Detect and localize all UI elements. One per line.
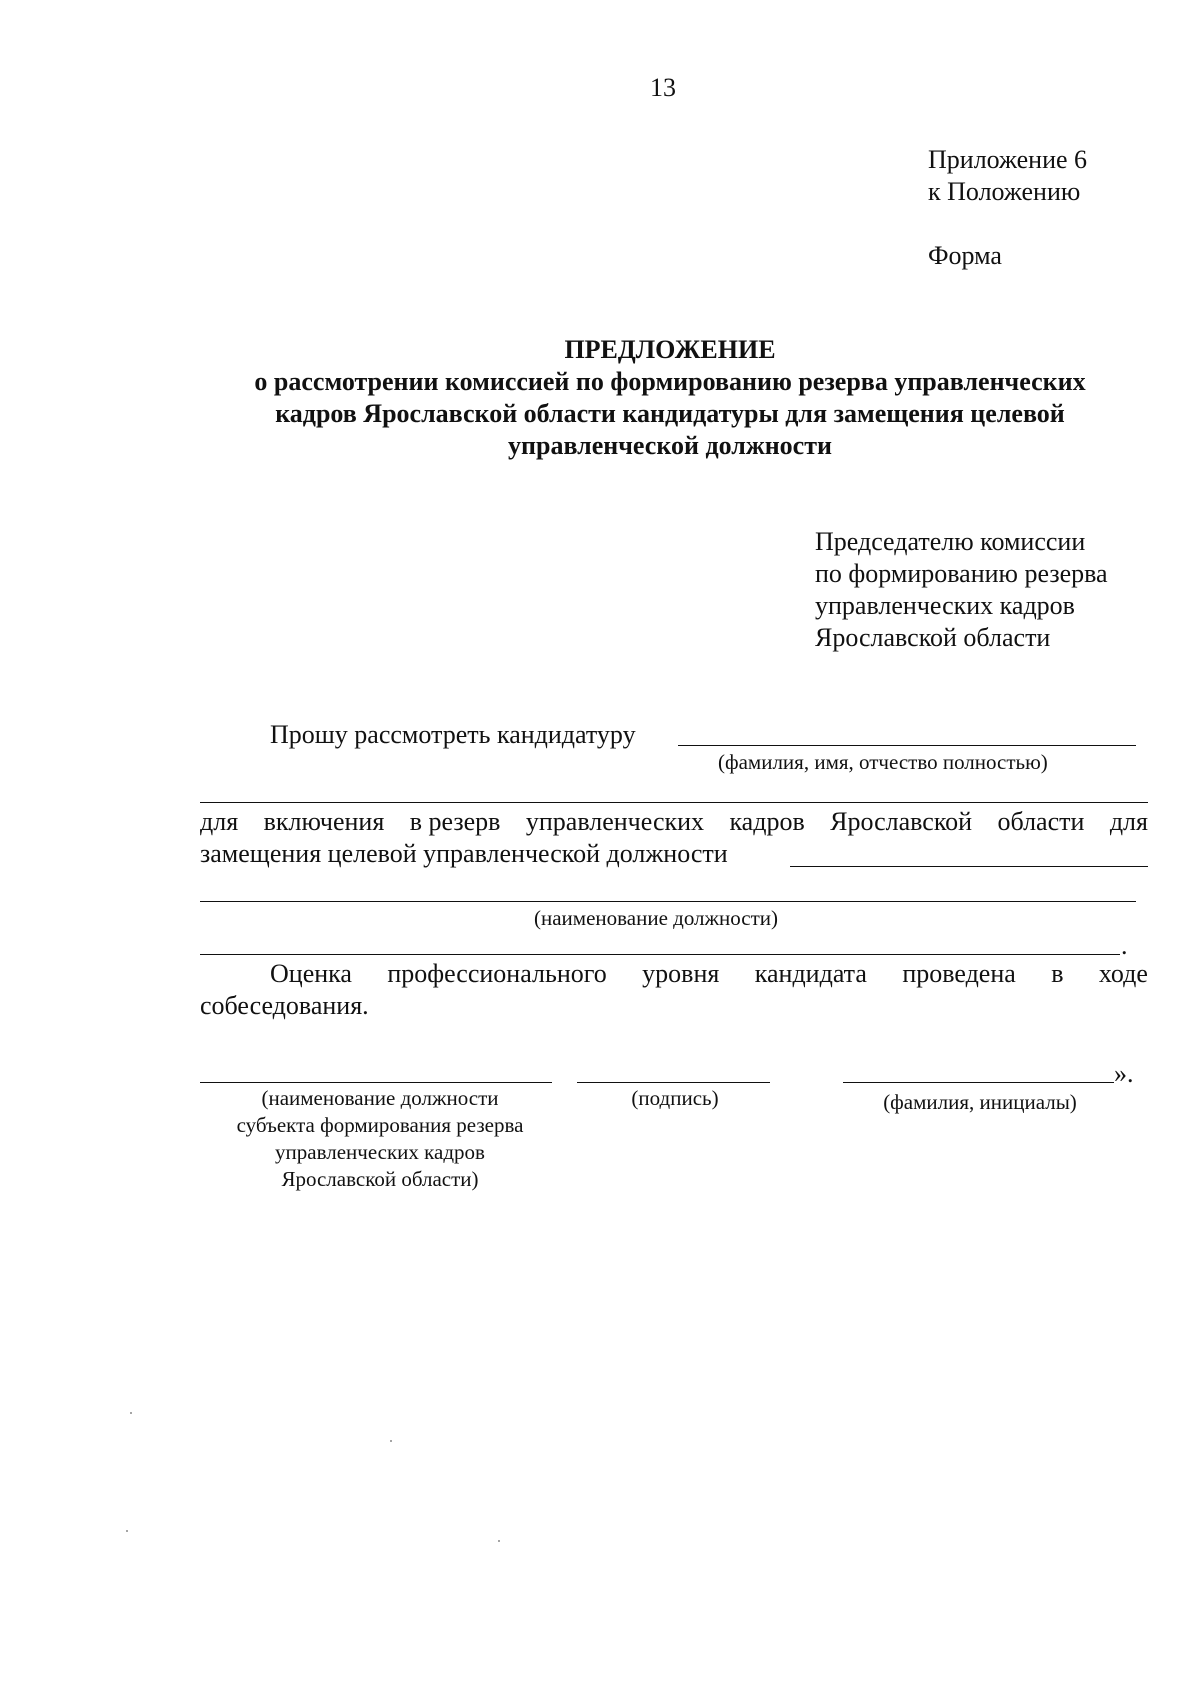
assessment-word: уровня [642,959,720,988]
inclusion-word: Ярославской [830,807,973,836]
candidate-name-field-line [678,745,1136,746]
position-continuation-line [200,901,1136,902]
signature-caption: (подпись) [631,1086,719,1110]
assessment-word: ходе [1098,959,1148,988]
signatory-name-caption: (фамилия, инициалы) [883,1090,1077,1114]
position-caption: (наименование должности) [534,906,779,930]
scan-speck [498,1540,500,1542]
addressee-line-4: Ярославской области [815,623,1051,652]
document-subtitle-line-3: управленческой должности [508,431,832,460]
page-number: 13 [650,73,676,102]
inclusion-line-2: замещения целевой управленческой должности [200,839,728,868]
scan-speck [126,1530,128,1532]
inclusion-word: в резерв [409,807,501,836]
scan-speck [130,1412,132,1414]
document-subtitle-line-2: кадров Ярославской области кандидатуры для замещения целевой [275,399,1065,428]
document-title: ПРЕДЛОЖЕНИЕ [564,335,776,364]
inclusion-word: кадров [729,807,805,836]
signatory-position-caption-line-3: управленческих кадров [275,1140,485,1164]
assessment-word: проведена [902,959,1016,988]
assessment-word: в [1051,959,1064,988]
signatory-name-line [843,1082,1114,1083]
addressee-line-3: управленческих кадров [815,591,1075,620]
signatory-position-line [200,1082,552,1083]
assessment-line-1 [270,958,1148,990]
candidate-name-continuation-line [200,802,1148,803]
fio-caption: (фамилия, имя, отчество полностью) [718,750,1048,774]
assessment-word: профессионального [387,959,607,988]
assessment-word: кандидата [754,959,867,988]
assessment-word: Оценка [270,959,352,988]
inclusion-word: управленческих [525,807,705,836]
inclusion-word: для [1109,807,1148,836]
signature-line [577,1082,770,1083]
signatory-position-caption-line-2: субъекта формирования резерва [236,1113,524,1137]
scan-speck [390,1440,392,1442]
signatory-position-caption-line-4: Ярославской области) [281,1167,479,1191]
final-line-dot: . [1121,931,1128,960]
signatory-position-caption-line-1: (наименование должности [261,1086,499,1110]
appendix-label: Приложение 6 [928,145,1088,174]
inclusion-line-1 [200,806,1148,838]
appendix-reference: к Положению [928,177,1081,206]
addressee-line-2: по формированию резерва [815,559,1108,588]
closing-quote-mark: ». [1114,1059,1134,1088]
inclusion-word: для [200,807,239,836]
position-field-line [790,866,1148,867]
addressee-line-1: Председателю комиссии [815,527,1086,556]
request-text: Прошу рассмотреть кандидатуру [270,720,636,749]
document-subtitle-line-1: о рассмотрении комиссией по формированию резерва управленческих [254,367,1086,396]
inclusion-word: области [997,807,1085,836]
form-label: Форма [928,241,1002,270]
position-final-line [200,954,1120,955]
assessment-line-2: собеседования. [200,991,369,1020]
inclusion-word: включения [263,807,385,836]
